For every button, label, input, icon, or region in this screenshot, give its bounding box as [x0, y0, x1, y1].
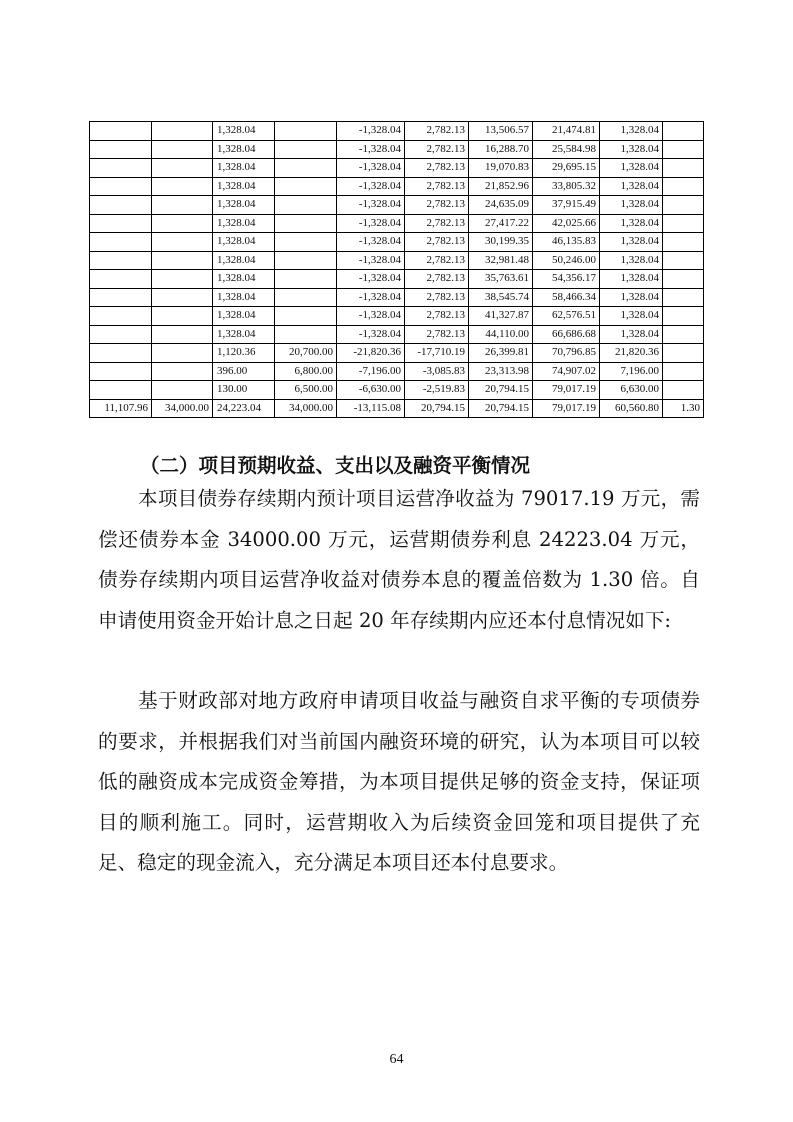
table-cell [152, 362, 213, 381]
table-cell [663, 307, 704, 326]
table-cell: 16,288.70 [469, 140, 533, 159]
section-heading: （二）项目预期收益、支出以及融资平衡情况 [140, 454, 531, 477]
table-cell: -1,328.04 [337, 233, 405, 252]
table-cell [90, 325, 152, 344]
table-cell: 34,000.00 [275, 399, 337, 418]
table-cell: 1,328.04 [600, 270, 663, 289]
table-row [90, 251, 704, 270]
table-cell: 11,107.96 [90, 399, 152, 418]
table-cell [663, 325, 704, 344]
table-cell [90, 307, 152, 326]
table-cell: 19,070.83 [469, 159, 533, 178]
table-cell [275, 122, 337, 141]
table-cell: 1,328.04 [213, 251, 275, 270]
table-cell [275, 140, 337, 159]
table-cell: 2,782.13 [405, 122, 469, 141]
table-cell: 1,328.04 [213, 325, 275, 344]
table-cell [152, 344, 213, 363]
table-cell [152, 307, 213, 326]
table-cell [275, 288, 337, 307]
table-cell: 34,000.00 [152, 399, 213, 418]
table-cell [90, 122, 152, 141]
table-cell [152, 214, 213, 233]
table-cell [275, 270, 337, 289]
table-cell: 2,782.13 [405, 233, 469, 252]
table-cell: -1,328.04 [337, 288, 405, 307]
table-cell [90, 233, 152, 252]
table-cell: 2,782.13 [405, 288, 469, 307]
table-cell: 130.00 [213, 381, 275, 400]
table-cell [90, 196, 152, 215]
table-cell [90, 214, 152, 233]
table-cell: 50,246.00 [533, 251, 600, 270]
table-cell [90, 251, 152, 270]
table-cell [275, 196, 337, 215]
table-cell: 46,135.83 [533, 233, 600, 252]
table-cell: 21,474.81 [533, 122, 600, 141]
table-body [90, 122, 704, 418]
table-cell [663, 177, 704, 196]
table-row [90, 381, 704, 400]
table-cell [90, 344, 152, 363]
table-cell [663, 381, 704, 400]
table-cell [90, 177, 152, 196]
table-cell: -7,196.00 [337, 362, 405, 381]
table-cell: -1,328.04 [337, 159, 405, 178]
table-cell: -1,328.04 [337, 140, 405, 159]
table-cell: 2,782.13 [405, 270, 469, 289]
table-cell: 2,782.13 [405, 196, 469, 215]
table-cell: 32,981.48 [469, 251, 533, 270]
table-cell [152, 325, 213, 344]
table-cell: 1,328.04 [213, 307, 275, 326]
table-cell: 35,763.61 [469, 270, 533, 289]
table-cell [663, 196, 704, 215]
table-cell: -13,115.08 [337, 399, 405, 418]
table-cell: 74,907.02 [533, 362, 600, 381]
table-cell: 30,199.35 [469, 233, 533, 252]
table-row [90, 177, 704, 196]
table-cell: 62,576.51 [533, 307, 600, 326]
table-cell: 38,545.74 [469, 288, 533, 307]
table-cell: 25,584.98 [533, 140, 600, 159]
table-cell: 1,328.04 [213, 233, 275, 252]
table-row [90, 233, 704, 252]
table-cell [152, 233, 213, 252]
table-cell [90, 381, 152, 400]
table-cell: 1,328.04 [213, 159, 275, 178]
table-cell: 1,328.04 [213, 214, 275, 233]
table-cell [663, 270, 704, 289]
table-cell: 2,782.13 [405, 325, 469, 344]
table-cell [152, 140, 213, 159]
table-cell [90, 159, 152, 178]
table-cell [275, 325, 337, 344]
table-cell [152, 381, 213, 400]
table-cell: 29,695.15 [533, 159, 600, 178]
financial-balance-table [89, 121, 704, 418]
table-cell: 1,328.04 [213, 140, 275, 159]
table-cell: 1,328.04 [600, 251, 663, 270]
table-row [90, 196, 704, 215]
table-cell [275, 159, 337, 178]
table-cell: -1,328.04 [337, 325, 405, 344]
table-cell: 2,782.13 [405, 251, 469, 270]
table-cell [663, 159, 704, 178]
table-cell: 6,500.00 [275, 381, 337, 400]
table-cell: 1,328.04 [600, 122, 663, 141]
table-cell: 2,782.13 [405, 214, 469, 233]
table-cell: -1,328.04 [337, 122, 405, 141]
table-cell: 1,328.04 [600, 325, 663, 344]
table-cell: 60,560.80 [600, 399, 663, 418]
table-cell [152, 196, 213, 215]
table-cell [663, 233, 704, 252]
table-row [90, 307, 704, 326]
table-cell: 70,796.85 [533, 344, 600, 363]
table-cell: 2,782.13 [405, 177, 469, 196]
table-cell [663, 214, 704, 233]
table-cell: 1,120.36 [213, 344, 275, 363]
table-cell [275, 214, 337, 233]
table-row [90, 159, 704, 178]
table-cell: 396.00 [213, 362, 275, 381]
page-number: 64 [389, 1052, 404, 1067]
table-cell [152, 159, 213, 178]
table-cell: 42,025.66 [533, 214, 600, 233]
table-cell: -6,630.00 [337, 381, 405, 400]
table-cell: -21,820.36 [337, 344, 405, 363]
table-row [90, 399, 704, 418]
table-cell [90, 270, 152, 289]
table-cell: 20,794.15 [469, 381, 533, 400]
table-cell [152, 270, 213, 289]
table-cell: -1,328.04 [337, 270, 405, 289]
table-cell: 1,328.04 [600, 177, 663, 196]
table-cell: 24,635.09 [469, 196, 533, 215]
table-cell: -1,328.04 [337, 214, 405, 233]
table-cell: -1,328.04 [337, 251, 405, 270]
table-row [90, 362, 704, 381]
table-cell: -1,328.04 [337, 307, 405, 326]
table-cell: 20,700.00 [275, 344, 337, 363]
table-cell: 1,328.04 [213, 122, 275, 141]
table-cell: -17,710.19 [405, 344, 469, 363]
table-cell: 20,794.15 [405, 399, 469, 418]
table-cell: 1,328.04 [600, 196, 663, 215]
paragraph-financing-balance: 基于财政部对地方政府申请项目收益与融资自求平衡的专项债券的要求，并根据我们对当前国内融资环境的研究，认为本项目可以较低的融资成本完成资金筹措，为本项目提供足够的资金支持，保证项目的顺利施工。同时，运营期收入为后续资金回笼和项目提供了充足、稳定的现金流入，充分满足本项目还本付息要求。 [98, 689, 700, 874]
table-cell [90, 288, 152, 307]
table-cell: 1,328.04 [600, 233, 663, 252]
table-row [90, 288, 704, 307]
table-cell: 7,196.00 [600, 362, 663, 381]
table-cell [663, 251, 704, 270]
table-cell: 26,399.81 [469, 344, 533, 363]
table-cell: 27,417.22 [469, 214, 533, 233]
table-cell: 79,017.19 [533, 399, 600, 418]
table-cell: 1.30 [663, 399, 704, 418]
table-cell [663, 362, 704, 381]
table-cell [663, 122, 704, 141]
table-cell: 37,915.49 [533, 196, 600, 215]
table-cell: 1,328.04 [213, 270, 275, 289]
table-cell [275, 233, 337, 252]
paragraph-income-summary: 本项目债券存续期内预计项目运营净收益为 79017.19 万元，需偿还债券本金 34000.00 万元，运营期债券利息 24223.04 万元，债券存续期内项目运营净收益对债券本息的覆盖倍数为 1.30 倍。自申请使用资金开始计息之日起 20 年存续期内应还本付息情况如下: [98, 487, 700, 632]
table-row [90, 214, 704, 233]
table-cell [275, 307, 337, 326]
table-cell [90, 140, 152, 159]
table-cell [152, 122, 213, 141]
table-row [90, 140, 704, 159]
table-row [90, 344, 704, 363]
table-cell: 1,328.04 [213, 288, 275, 307]
table-cell: 6,800.00 [275, 362, 337, 381]
table-cell: 1,328.04 [213, 196, 275, 215]
table-cell [152, 177, 213, 196]
table-cell: 23,313.98 [469, 362, 533, 381]
table-cell: 1,328.04 [600, 140, 663, 159]
table-cell: 21,820.36 [600, 344, 663, 363]
table-cell: -1,328.04 [337, 196, 405, 215]
table-cell: 2,782.13 [405, 159, 469, 178]
table-cell [663, 288, 704, 307]
table-cell: 20,794.15 [469, 399, 533, 418]
table-cell: 13,506.57 [469, 122, 533, 141]
table-cell: 1,328.04 [213, 177, 275, 196]
table-cell: 33,805.32 [533, 177, 600, 196]
table-cell: 2,782.13 [405, 140, 469, 159]
table-cell: 66,686.68 [533, 325, 600, 344]
table-cell [152, 251, 213, 270]
table-cell: 54,356.17 [533, 270, 600, 289]
table-cell [663, 140, 704, 159]
table-cell: -1,328.04 [337, 177, 405, 196]
table-cell: 6,630.00 [600, 381, 663, 400]
table-cell: 1,328.04 [600, 159, 663, 178]
table-cell: 1,328.04 [600, 288, 663, 307]
table-cell [275, 177, 337, 196]
table-cell: 58,466.34 [533, 288, 600, 307]
table-row [90, 122, 704, 141]
table-cell: -3,085.83 [405, 362, 469, 381]
table-cell [90, 362, 152, 381]
table-cell: -2,519.83 [405, 381, 469, 400]
table-cell [663, 344, 704, 363]
table-cell: 1,328.04 [600, 214, 663, 233]
table-cell: 1,328.04 [600, 307, 663, 326]
table-cell [152, 288, 213, 307]
table-cell: 41,327.87 [469, 307, 533, 326]
table-cell: 2,782.13 [405, 307, 469, 326]
table-cell: 44,110.00 [469, 325, 533, 344]
table-row [90, 270, 704, 289]
table-cell: 21,852.96 [469, 177, 533, 196]
table-row [90, 325, 704, 344]
table-cell [275, 251, 337, 270]
table-cell: 79,017.19 [533, 381, 600, 400]
table-cell: 24,223.04 [213, 399, 275, 418]
